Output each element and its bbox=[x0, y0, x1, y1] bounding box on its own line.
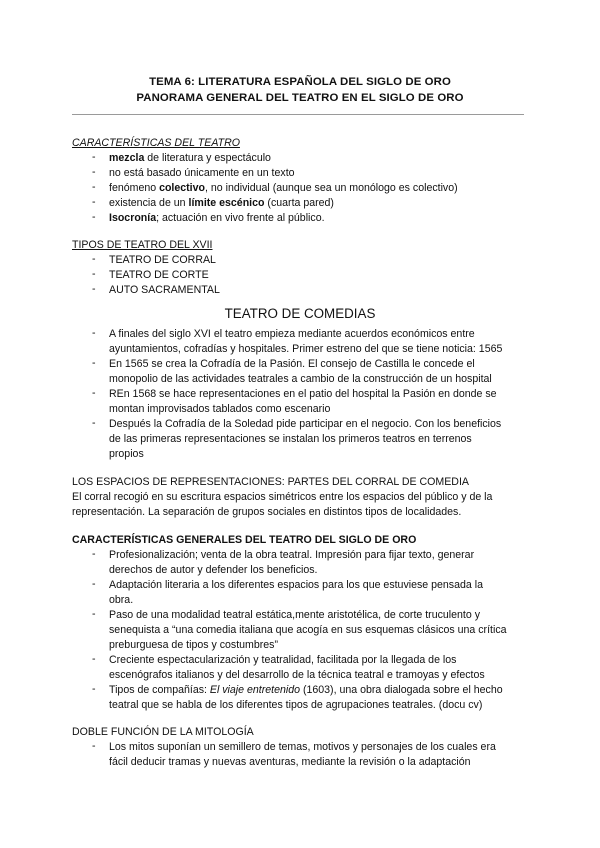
list-item-line: obra. bbox=[109, 594, 134, 606]
list-item: TEATRO DE CORRAL bbox=[109, 254, 216, 266]
list-item-line: ayuntamientos, cofradías y hospitales. Primer estreno del que se tiene noticia: 1565 bbox=[109, 343, 503, 355]
list-dash: - bbox=[92, 196, 96, 208]
list-item: no está basado únicamente en un texto bbox=[109, 167, 295, 179]
list-item-line: REn 1568 se hace representaciones en el patio del hospital la Pasión en donde se bbox=[109, 388, 497, 400]
list-dash: - bbox=[92, 548, 96, 560]
section-heading-espacios: LOS ESPACIOS DE REPRESENTACIONES: PARTES DEL CORRAL DE COMEDIA bbox=[72, 476, 469, 488]
list-item-line: Adaptación literaria a los diferentes espacios para los que estuviese pensada la bbox=[109, 579, 483, 591]
list-item bbox=[109, 181, 458, 196]
list-item-line: escenógrafos italianos y del desarrollo de la técnica teatral e tramoyas y efectos bbox=[109, 669, 485, 681]
list-item-line: Profesionalización; venta de la obra teatral. Impresión para fijar texto, generar bbox=[109, 549, 475, 561]
list-dash: - bbox=[92, 387, 96, 399]
title-line-1: TEMA 6: LITERATURA ESPAÑOLA DEL SIGLO DE ORO bbox=[149, 76, 451, 88]
list-dash: - bbox=[92, 151, 96, 163]
item-text: de literatura y espectáculo bbox=[144, 152, 271, 164]
list-item-line: Creciente espectacularización y teatralidad, facilitada por la llegada de los bbox=[109, 654, 457, 666]
list-dash: - bbox=[92, 283, 96, 295]
list-item-line: preburguesa de tipos y costumbres” bbox=[109, 639, 278, 651]
list-item-line bbox=[109, 683, 503, 698]
section-heading-mitologia: DOBLE FUNCIÓN DE LA MITOLOGÍA bbox=[72, 726, 254, 738]
item-text: fenómeno bbox=[109, 182, 160, 194]
list-item: AUTO SACRAMENTAL bbox=[109, 284, 220, 296]
item-text: ; actuación en vivo frente al público. bbox=[156, 212, 325, 224]
list-dash: - bbox=[92, 683, 96, 695]
list-item-line: de las primeras representaciones se instalan los primeros teatros en terrenos bbox=[109, 433, 472, 445]
list-item-line: Paso de una modalidad teatral estática,mente aristotélica, de corte truculento y bbox=[109, 609, 480, 621]
paragraph-line: representación. La separación de grupos sociales en distintos tipos de localidades. bbox=[72, 506, 462, 518]
list-item bbox=[109, 211, 325, 226]
list-item-line: teatral que se habla de los diferentes tipos de agrupaciones teatrales. (docu cv) bbox=[109, 699, 483, 711]
list-item-line: senequista a “una comedia italiana que acogía en sus esquemas clásicos una crítica bbox=[109, 624, 507, 636]
list-dash: - bbox=[92, 357, 96, 369]
list-dash: - bbox=[92, 211, 96, 223]
list-item-line: Después la Cofradía de la Soledad pide participar en el negocio. Con los beneficios bbox=[109, 418, 502, 430]
list-item-line: En 1565 se crea la Cofradía de la Pasión. El consejo de Castilla le concede el bbox=[109, 358, 475, 370]
item-text: Tipos de compañías: bbox=[109, 684, 210, 696]
list-item bbox=[109, 151, 271, 166]
item-text: , no individual (aunque sea un monólogo es colectivo) bbox=[205, 182, 458, 194]
list-item-line: derechos de autor y defender los beneficios. bbox=[109, 564, 318, 576]
list-dash: - bbox=[92, 740, 96, 752]
list-dash: - bbox=[92, 253, 96, 265]
list-dash: - bbox=[92, 608, 96, 620]
section-heading-generales: CARACTERÍSTICAS GENERALES DEL TEATRO DEL SIGLO DE ORO bbox=[72, 534, 417, 546]
list-item: TEATRO DE CORTE bbox=[109, 269, 209, 281]
list-item-line: monopolio de las actividades teatrales a cambio de la construcción de un hospital bbox=[109, 373, 492, 385]
list-item bbox=[109, 196, 334, 211]
list-item-line: fácil deducir tramas y nuevas aventuras, mediante la revisión o la adaptación bbox=[109, 756, 471, 768]
item-text: existencia de un bbox=[109, 197, 189, 209]
list-item-line: montan improvisados tablados como escenario bbox=[109, 403, 331, 415]
section-heading-tipos: TIPOS DE TEATRO DEL XVII bbox=[72, 239, 213, 251]
title-divider bbox=[72, 114, 524, 115]
list-dash: - bbox=[92, 417, 96, 429]
list-dash: - bbox=[92, 327, 96, 339]
section-heading-comedias: TEATRO DE COMEDIAS bbox=[224, 306, 376, 321]
bold-term: límite escénico bbox=[188, 197, 265, 209]
list-dash: - bbox=[92, 268, 96, 280]
list-dash: - bbox=[92, 181, 96, 193]
item-text: (1603), una obra dialogada sobre el hecho bbox=[300, 684, 503, 696]
list-item-line: Los mitos suponían un semillero de temas, motivos y personajes de los cuales era bbox=[109, 741, 496, 753]
item-text: (cuarta pared) bbox=[264, 197, 334, 209]
list-dash: - bbox=[92, 578, 96, 590]
list-item-line: propios bbox=[109, 448, 144, 460]
bold-term: mezcla bbox=[109, 152, 145, 164]
section-heading-caracteristicas: CARACTERÍSTICAS DEL TEATRO bbox=[72, 137, 240, 149]
book-title: El viaje entretenido bbox=[209, 684, 300, 696]
list-dash: - bbox=[92, 166, 96, 178]
list-dash: - bbox=[92, 653, 96, 665]
bold-term: Isocronía bbox=[109, 212, 157, 224]
title-line-2: PANORAMA GENERAL DEL TEATRO EN EL SIGLO DE ORO bbox=[136, 92, 464, 104]
paragraph-line: El corral recogió en su escritura espacios simétricos entre los espacios del público y de la bbox=[72, 491, 493, 503]
bold-term: colectivo bbox=[159, 182, 205, 194]
list-item-line: A finales del siglo XVI el teatro empieza mediante acuerdos económicos entre bbox=[109, 328, 475, 340]
